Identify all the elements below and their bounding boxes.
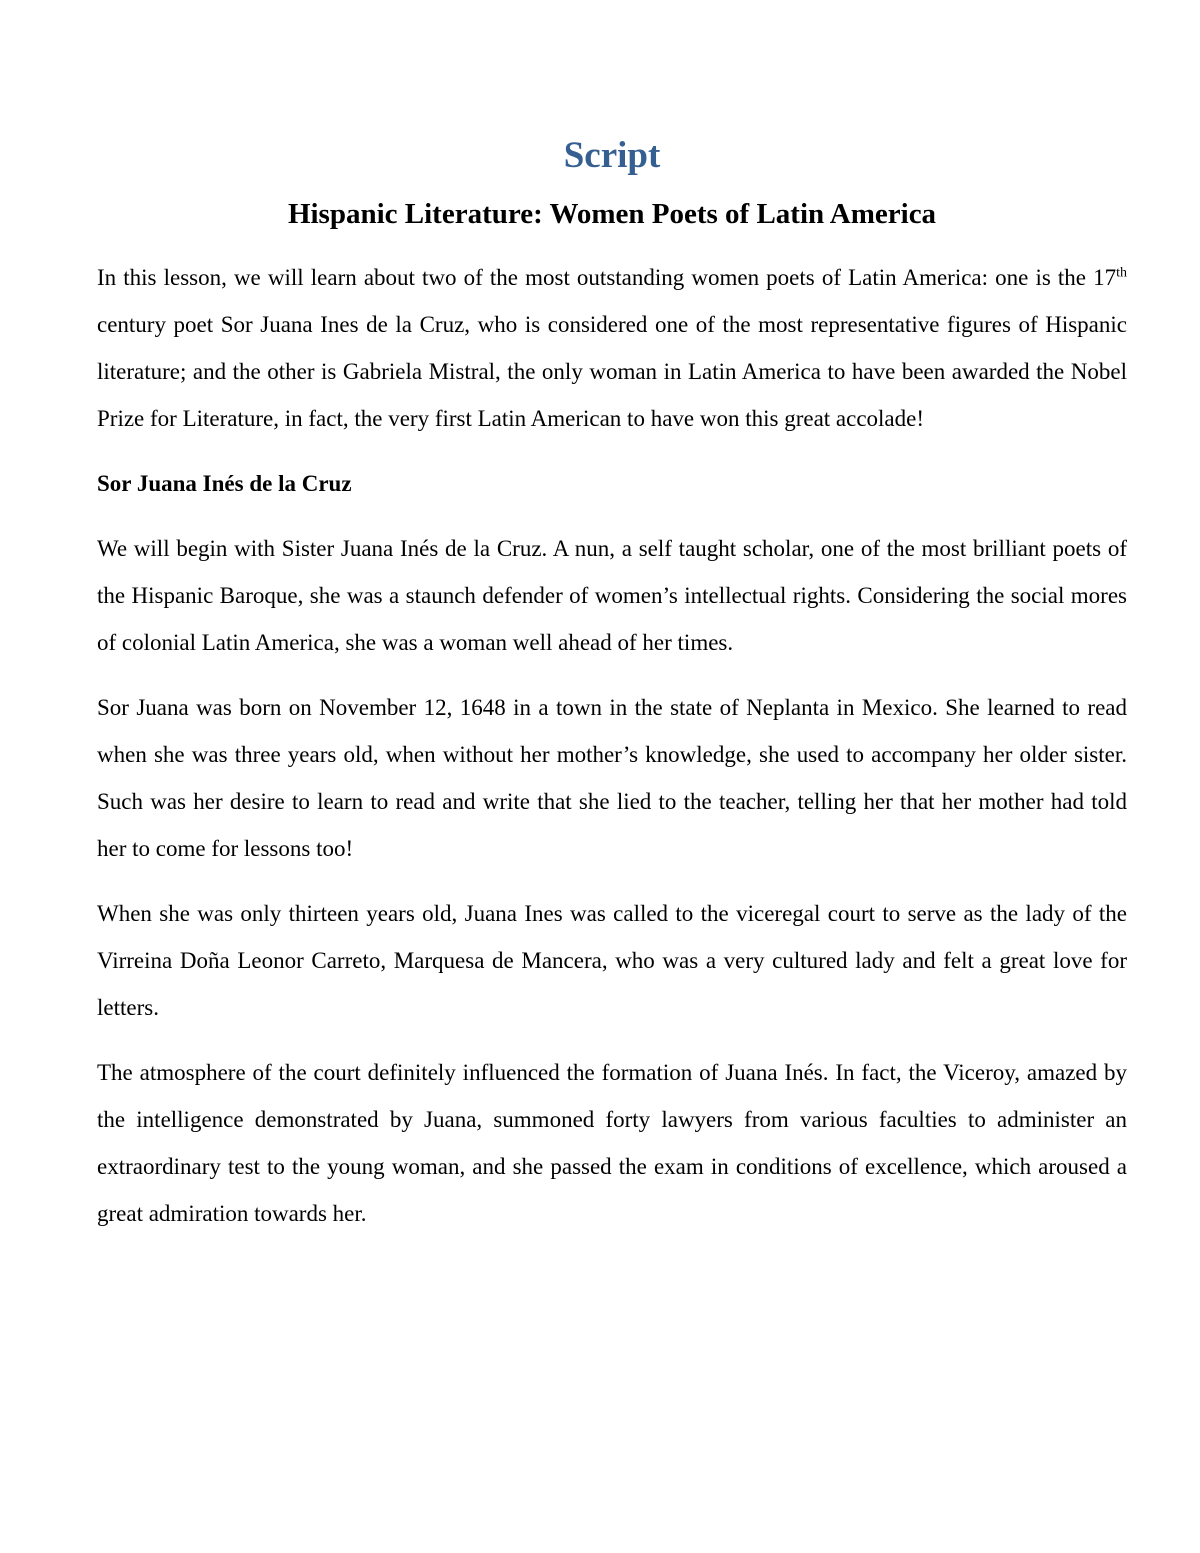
intro-text-part1: In this lesson, we will learn about two of the most outstanding women poets of Latin America: one is the 17 bbox=[97, 265, 1117, 290]
document-page bbox=[97, 130, 1127, 1237]
intro-paragraph bbox=[97, 254, 1127, 442]
document-subtitle: Hispanic Literature: Women Poets of Latin America bbox=[287, 198, 937, 230]
body-paragraph-1: We will begin with Sister Juana Inés de la Cruz. A nun, a self taught scholar, one of the most brilliant poets of the Hispanic Baroque, she was a staunch defender of women’s intellectual rights. Considering the social mores of colonial Latin America, she was a woman well ahead of her times. bbox=[97, 536, 1127, 655]
section-heading: Sor Juana Inés de la Cruz bbox=[97, 471, 352, 496]
body-paragraph-4: The atmosphere of the court definitely influenced the formation of Juana Inés. In fact, the Viceroy, amazed by the intelligence demonstrated by Juana, summoned forty lawyers from various faculties to administer an extraordinary test to the young woman, and she passed the exam in conditions of excellence, which aroused a great admiration towards her. bbox=[97, 1060, 1127, 1226]
body-paragraph-2: Sor Juana was born on November 12, 1648 in a town in the state of Neplanta in Mexico. She learned to read when she was three years old, when without her mother’s knowledge, she used to accompany her older sister. Such was her desire to learn to read and write that she lied to the teacher, telling her that her mother had told her to come for lessons too! bbox=[97, 695, 1127, 861]
document-heading: Script bbox=[563, 135, 661, 176]
body-paragraph-3: When she was only thirteen years old, Juana Ines was called to the viceregal court to serve as the lady of the Virreina Doña Leonor Carreto, Marquesa de Mancera, who was a very cultured lady and felt a great love for letters. bbox=[97, 901, 1127, 1020]
intro-text-part2: century poet Sor Juana Ines de la Cruz, who is considered one of the most representative figures of Hispanic literature; and the other is Gabriela Mistral, the only woman in Latin America to have been awarded the Nobel Prize for Literature, in fact, the very first Latin American to have won this great accolade! bbox=[97, 312, 1127, 431]
ordinal-superscript: th bbox=[1116, 265, 1127, 281]
